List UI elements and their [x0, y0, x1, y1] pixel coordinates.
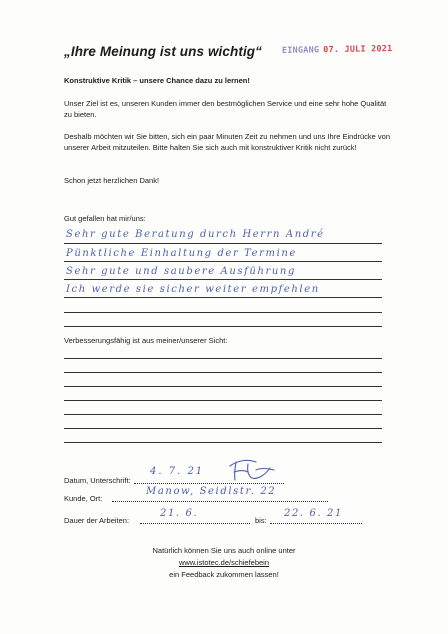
footer-link-row	[0, 557, 448, 568]
answer-line	[64, 297, 382, 298]
answer-line	[64, 386, 382, 387]
answer-line	[64, 326, 382, 327]
date-value: 4. 7. 21	[150, 466, 205, 477]
intro-paragraph: Unser Ziel ist es, unseren Kunden immer den bestmöglichen Service und eine sehr hohe Qualität zu bieten.	[64, 99, 387, 119]
customer-label: Kunde, Ort:	[64, 494, 103, 503]
positive-answer-1: Sehr gute Beratung durch Herrn André	[66, 229, 325, 240]
answer-line	[64, 372, 382, 373]
stamp-date: 07. JULI 2021	[323, 44, 393, 56]
answer-line	[64, 358, 382, 359]
positive-answer-4: Ich werde sie sicher weiter empfehlen	[66, 284, 320, 295]
page-title: „Ihre Meinung ist uns wichtig“	[64, 44, 263, 59]
subtitle: Konstruktive Kritik – unsere Chance dazu zu lernen!	[64, 76, 250, 85]
answer-line	[64, 312, 382, 313]
positive-answer-2: Pünktliche Einhaltung der Termine	[66, 248, 297, 259]
customer-value: Manow, Seidlstr. 22	[146, 486, 277, 497]
answer-line	[64, 279, 382, 280]
feedback-link[interactable]: www.istotec.de/schiefebein	[178, 558, 270, 567]
answer-line	[64, 400, 382, 401]
duration-to-value: 22. 6. 21	[284, 508, 343, 519]
footer-line-3: ein Feedback zukommen lassen!	[169, 570, 279, 579]
positive-answer-3: Sehr gute und saubere Ausführung	[66, 266, 296, 277]
answer-line	[64, 261, 382, 262]
request-paragraph: Deshalb möchten wir Sie bitten, sich ein paar Minuten Zeit zu nehmen und uns Ihre Eindrücke von unserer Arbeit mitzuteilen. Bitte halten Sie sich auch mit konstruktiver Kritik nicht zurück!	[64, 132, 391, 152]
duration-to-label: bis:	[255, 516, 267, 525]
footer-line-1: Natürlich können Sie uns auch online unter	[152, 546, 296, 555]
answer-line	[64, 442, 382, 443]
duration-label: Dauer der Arbeiten:	[64, 516, 130, 525]
answer-line	[64, 243, 382, 244]
duration-from-line	[140, 523, 250, 524]
date-signature-label: Datum, Unterschrift:	[64, 476, 131, 485]
duration-to-line	[270, 523, 362, 524]
positive-label: Gut gefallen hat mir/uns:	[64, 214, 146, 223]
stamp-word: EINGANG	[281, 45, 320, 56]
received-stamp	[282, 44, 393, 56]
answer-line	[64, 428, 382, 429]
thanks-paragraph: Schon jetzt herzlichen Dank!	[64, 176, 160, 185]
customer-line	[112, 501, 328, 502]
duration-from-value: 21. 6.	[160, 508, 199, 519]
improvement-label: Verbesserungsfähig ist aus meiner/unserer Sicht:	[64, 336, 228, 345]
answer-line	[64, 414, 382, 415]
signature-mark	[226, 456, 280, 486]
